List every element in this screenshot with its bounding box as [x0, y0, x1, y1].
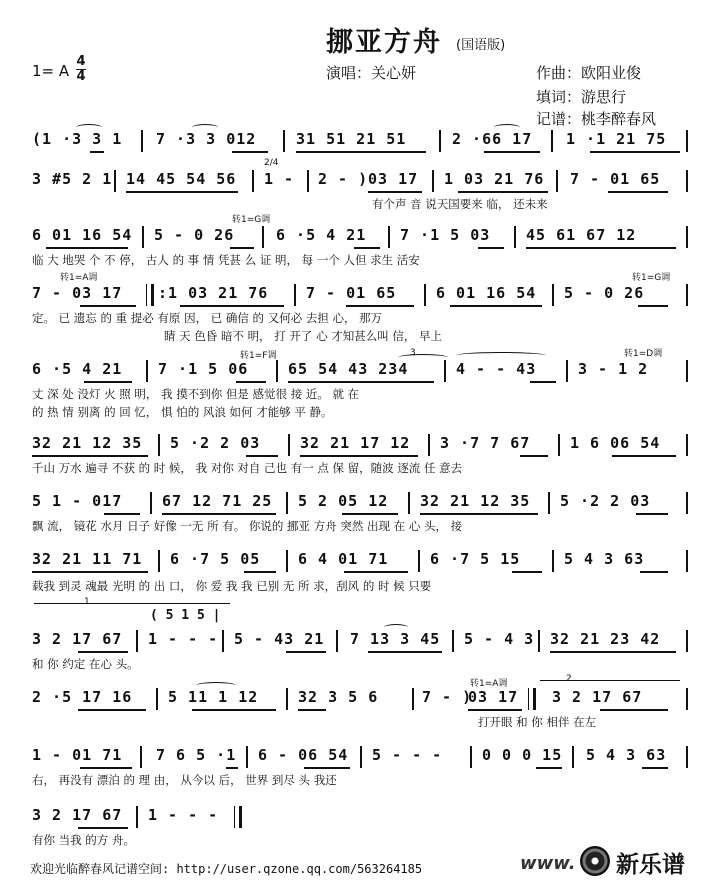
lyrics-row-9: 和 你 约定 在心 头。: [32, 657, 139, 671]
lyrics-row-3: 临 大 地哭 个 不 停， 古人 的 事 情 凭甚 么 证 明， 每 一个 人但 求生 活安: [32, 253, 420, 267]
lyrics-row-8: 载我 到灵 魂最 光明 的 出 口， 你 爱 我 我 已别 无 所 求，刮风 的 时 候 只要: [32, 579, 432, 593]
time-change-annotation: 2/4: [264, 158, 279, 168]
lyrics-row-7: 飘 流， 镜花 水月 日子 好像 一无 所 有。 你说的 挪亚 方舟 突然 出现 在 心 头， 接: [32, 519, 463, 533]
lyricist: 填词：游思行: [536, 88, 627, 106]
song-subtitle: (国语版): [456, 38, 506, 53]
music-row-6: 32 21 12 35 5 ·2 2 03 32 21 17 12 3 ·7 7 67 1 6 06 54: [0, 434, 713, 458]
disc-logo-icon: [580, 846, 610, 876]
composer: 作曲：欧阳业俊: [536, 64, 642, 82]
music-row-5: 转1=F调 3 转1=D调 6 ·5 4 21 7 ·1 5 06 65 54 43 234 4 - - 43 3 - 1 2: [0, 360, 713, 384]
music-row-3: 转1=G调 6 01 16 54 5 - 0 26 6 ·5 4 21 7 ·1 5 03 45 61 67 12: [0, 226, 713, 250]
music-row-2: 2/4 3 #5 2 1 14 45 54 56 1 - 2 - ) 03 17 1 03 21 76 7 - 01 65: [0, 170, 713, 194]
music-row-4: 转1=A调 转1=G调 7 - 03 17 :1 03 21 76 7 - 01 65 6 01 16 54 5 - 0 26: [0, 284, 713, 308]
lyrics-row-11: 右， 再没有 漂泊 的 理 由， 从今以 后， 世界 到尽 头 我还: [32, 773, 337, 787]
modulation-annotation: 转1=G调: [232, 215, 271, 225]
music-row-1: (1 ·3 3 1 7 ·3 3 012 31 51 21 51 2 ·66 17 1 ·1 21 75: [0, 130, 713, 154]
volta-2-line: [540, 680, 680, 681]
bracket-notes: ( 5 1 5 |: [150, 608, 221, 623]
music-row-12: 3 2 17 67 1 - - -: [0, 806, 713, 830]
singer: 演唱：关心妍: [326, 64, 417, 82]
lyrics-row-4a: 定。 已 遗忘 的 重 提必 有原 因， 已 确信 的 又何必 去担 心， 那万: [32, 311, 383, 325]
lyrics-row-12: 有你 当我 的方 舟。: [32, 833, 135, 847]
volta-1-line: [34, 603, 230, 604]
key-signature: 1= A: [32, 62, 70, 80]
transcriber: 记谱：桃李醉春风: [536, 110, 657, 128]
music-row-10: 转1=A调 2 2 ·5 17 16 5 11 1 12 32 3 5 6 7 - ) 03 17 3 2 17 67: [0, 688, 713, 712]
lyrics-row-10: 打开眼 和 你 相伴 在左: [478, 715, 597, 729]
footer-credit: 欢迎光临醉春风记谱空间: http://user.qzone.qq.com/563264185: [30, 862, 423, 876]
lyrics-row-6: 千山 万水 遍寻 不获 的 时 候， 我 对你 对自 己也 有一 点 保 留，随波 逐流 任 意去: [32, 461, 463, 475]
site-logo: 新乐谱: [616, 852, 685, 878]
music-row-11: 1 - 01 71 7 6 5 ·1 6 - 06 54 5 - - - 0 0 0 15 5 4 3 63: [0, 746, 713, 770]
volta-2-label: 2: [566, 674, 572, 684]
music-row-8: 32 21 11 71 6 ·7 5 05 6 4 01 71 6 ·7 5 15 5 4 3 63: [0, 550, 713, 574]
music-row-7: 5 1 - 017 67 12 71 25 5 2 05 12 32 21 12 35 5 ·2 2 03: [0, 492, 713, 516]
lyrics-row-5b: 的 热 情 别离 的 回 忆， 惧 怕的 风浪 如何 才能够 平 静。: [32, 405, 333, 419]
time-signature: 4 4: [76, 54, 86, 84]
volta-1-label: 1: [84, 597, 90, 607]
music-row-9: 3 2 17 67 1 - - - 5 - 43 21 7 13 3 45 5 - 4 3 32 21 23 42: [0, 630, 713, 654]
lyrics-row-2: 有个声 音 说天国要来 临， 还未来: [372, 197, 548, 211]
song-title: 挪亚方舟: [326, 27, 442, 58]
watermark: www.: [520, 853, 576, 874]
lyrics-row-5a: 丈 深 处 没灯 火 照 明， 我 摸不到你 但是 感觉很 接 近。 就 在: [32, 387, 360, 401]
lyrics-row-4b: 睛 天 色昏 暗不 明， 打 开了 心 才知甚么叫 信， 早上: [164, 329, 443, 343]
notes: (1 ·3 3 1: [32, 130, 123, 148]
